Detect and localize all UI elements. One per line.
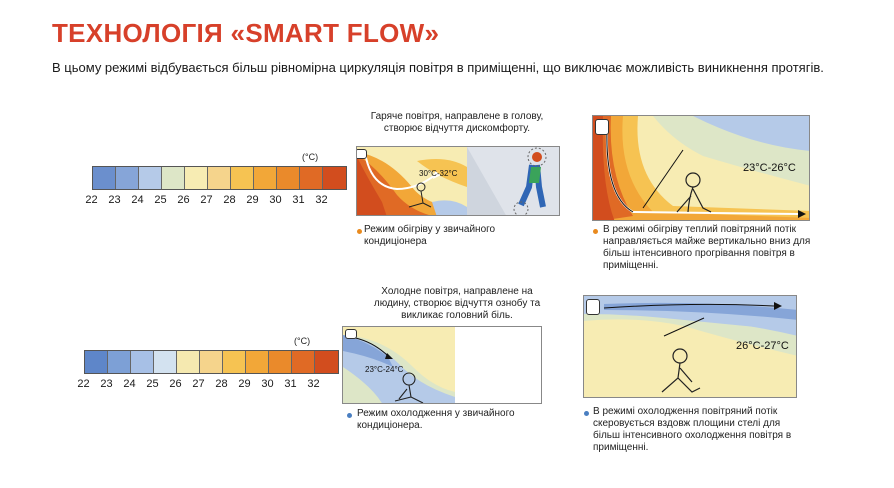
heat-scale-label: 23 [108,194,121,206]
cool-smart-diagram [583,295,797,398]
heat-scale-label: 30 [269,194,282,206]
heat-scale-labels [80,194,333,206]
cool-scale-cell [108,351,131,373]
heat-scale-cell [139,167,162,189]
cool-scale-label: 31 [284,378,297,390]
heat-normal-diagram [356,146,560,216]
cool-scale-cell [131,351,154,373]
heat-scale-label: 26 [177,194,190,206]
heat-scale-label: 25 [154,194,167,206]
heat-scale-cell [231,167,254,189]
heat-scale-label: 24 [131,194,144,206]
cool-scale-cell [223,351,246,373]
heat-scale-label: 31 [292,194,305,206]
cool-scale-label: 23 [100,378,113,390]
cool-scale-bar [84,350,339,374]
cool-scale-label: 25 [146,378,159,390]
cool-normal-bullet [347,413,352,418]
heat-scale-cell [116,167,139,189]
heat-scale-cell [323,167,346,189]
heat-scale-unit: (°C) [302,152,319,162]
heat-scale-cell [277,167,300,189]
air-conditioner-icon [345,329,357,339]
cool-scale-label: 22 [77,378,90,390]
heat-scale-bar [92,166,347,190]
heat-smart-temp: 23°C-26°C [743,162,796,174]
cool-scale-label: 24 [123,378,136,390]
cool-scale-label: 27 [192,378,205,390]
cool-scale-cell [269,351,292,373]
cool-normal-note: Режим охолодження у звичайного кондиціонера. [357,408,515,431]
cool-smart-bullet [584,411,589,416]
cool-scale-label: 32 [307,378,320,390]
air-conditioner-icon [595,119,609,135]
cool-smart-note: В режимі охолодження повітряний потік скеровується вздовж площини стелі для більш інтенсивного охолодження повітря в приміщенні. [593,406,792,453]
heat-normal-note: Режим обігріву у звичайного кондиціонера [364,224,496,247]
cool-scale-label: 29 [238,378,251,390]
heat-scale-label: 27 [200,194,213,206]
cool-scale-cell [200,351,223,373]
cool-scale-cell [177,351,200,373]
cool-scale-cell [85,351,108,373]
heat-scale-cell [300,167,323,189]
heat-scale-label: 32 [315,194,328,206]
cool-scale-labels [72,378,325,390]
heat-smart-bullet [593,229,598,234]
cool-scale-label: 30 [261,378,274,390]
heat-scale-label: 28 [223,194,236,206]
heat-smart-diagram [592,115,810,221]
heat-normal-caption: Гаряче повітря, направлене в голову, створює відчуття дискомфорту. [370,111,544,134]
cool-normal-temp: 23°C-24°C [365,365,404,374]
cool-scale-label: 26 [169,378,182,390]
page-title: ТЕХНОЛОГІЯ «SMART FLOW» [52,18,440,48]
cool-scale-cell [154,351,177,373]
cool-normal-caption: Холодне повітря, направлене на людину, створює відчуття ознобу та викликає головний біль. [373,286,541,321]
cool-scale-label: 28 [215,378,228,390]
intro-text: В цьому режимі відбувається більш рівномірна циркуляція повітря в приміщенні, що виключає можливість виникнення протягів. [52,60,824,75]
heat-smart-note: В режимі обігріву теплий повітряний потік направляється майже вертикально вниз для більш інтенсивного прогрівання повітря в приміщенні. [603,224,811,271]
cool-scale-unit: (°C) [294,336,311,346]
heat-scale-cell [93,167,116,189]
heat-scale-cell [162,167,185,189]
heat-scale-cell [208,167,231,189]
heat-scale-label: 29 [246,194,259,206]
heat-scale-cell [254,167,277,189]
cool-normal-diagram [342,326,542,404]
heat-normal-temp: 30°C-32°C [419,169,458,178]
cool-scale-cell [315,351,338,373]
heat-scale-label: 22 [85,194,98,206]
air-conditioner-icon [586,299,600,315]
heat-normal-illustration [357,147,560,216]
heat-scale-cell [185,167,208,189]
heat-normal-bullet [357,229,362,234]
air-conditioner-icon [356,149,367,159]
cool-scale-cell [292,351,315,373]
cool-smart-temp: 26°C-27°C [736,340,789,352]
cool-scale-cell [246,351,269,373]
